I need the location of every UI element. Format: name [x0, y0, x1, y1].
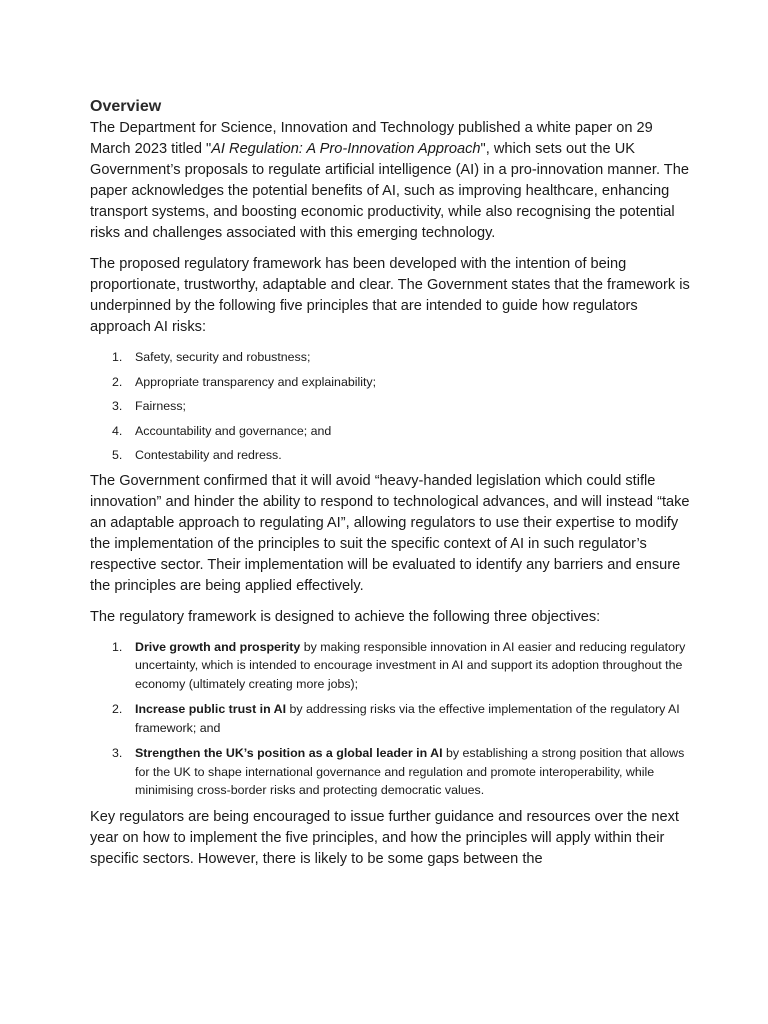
- list-item: [90, 422, 690, 440]
- objectives-list: [90, 638, 690, 800]
- paragraph-regulators: Key regulators are being encouraged to issue further guidance and resources over the next year on how to implement the five principles, and how the principles will apply within their specific sectors. However, there is likely to be some gaps between the: [90, 808, 679, 867]
- list-text: Appropriate transparency and explainability;: [135, 374, 377, 389]
- paragraph-intro: [90, 118, 690, 244]
- list-number: 2.: [112, 702, 123, 716]
- list-item: [90, 446, 690, 464]
- list-number: 1.: [112, 350, 123, 364]
- list-text: Fairness;: [135, 399, 186, 413]
- list-number: 1.: [112, 639, 123, 654]
- paragraph-government: The Government confirmed that it will avoid “heavy-handed legislation which could stifle innovation” and hinder the ability to respond to technological advances, and will instead “take an adaptable approach to regulating AI”, allowing regulators to use their expertise to modify the implementation of the principles to suit the specific context of AI in such regulator’s respective sector. Their implementation will be evaluated to identify any barriers and ensure the principles are being applied effectively.: [90, 472, 690, 594]
- list-item: [90, 700, 690, 737]
- list-item: [90, 638, 690, 694]
- list-text: Safety, security and robustness;: [135, 350, 311, 364]
- objective-text: by addressing risks via the effective implementation of the regulatory AI framework; and: [135, 702, 680, 735]
- white-paper-title: AI Regulation: A Pro-Innovation Approach: [211, 141, 481, 157]
- objective-text: by establishing a strong position that allows for the UK to shape international governance and regulation and promote interoperability, while minimising cross-border risks and protecting democratic values.: [135, 746, 685, 797]
- list-text: Contestability and redress.: [135, 448, 282, 462]
- list-text: Accountability and governance; and: [135, 423, 332, 438]
- list-number: 4.: [112, 423, 123, 438]
- list-item: [90, 348, 690, 366]
- document-page: [90, 96, 690, 880]
- objective-text: by making responsible innovation in AI easier and reducing regulatory uncertainty, which is intended to encourage investment in AI and support its adoption throughout the economy (ultimately creating more jobs);: [135, 639, 686, 691]
- objective-title: Strengthen the UK’s position as a global leader in AI: [135, 746, 443, 760]
- objective-title: Drive growth and prosperity: [135, 639, 301, 654]
- list-number: 3.: [112, 399, 123, 413]
- list-item: [90, 744, 690, 800]
- principles-list: [90, 348, 690, 464]
- paragraph-objectives-intro: The regulatory framework is designed to achieve the following three objectives:: [90, 608, 601, 625]
- list-number: 2.: [112, 374, 123, 389]
- list-item: [90, 373, 690, 391]
- objective-title: Increase public trust in AI: [135, 702, 287, 716]
- list-item: [90, 397, 690, 415]
- paragraph-framework: The proposed regulatory framework has been developed with the intention of being proportionate, trustworthy, adaptable and clear. The Government states that the framework is underpinned by the following five principles that are intended to guide how regulators approach AI risks:: [90, 256, 690, 335]
- list-number: 5.: [112, 448, 123, 462]
- list-number: 3.: [112, 746, 123, 760]
- intro-text-after: ", which sets out the UK Government’s proposals to regulate artificial intelligence (AI) in a pro-innovation manner. The paper acknowledges the potential benefits of AI, such as improving healthcare, enhancing transport systems, and boosting economic productivity, while also recognising the potential risks and challenges associated with this emerging technology.: [90, 141, 689, 241]
- section-heading: Overview: [90, 98, 162, 115]
- intro-text-before: The Department for Science, Innovation and Technology published a white paper on 29 March 2023 titled ": [90, 120, 653, 157]
